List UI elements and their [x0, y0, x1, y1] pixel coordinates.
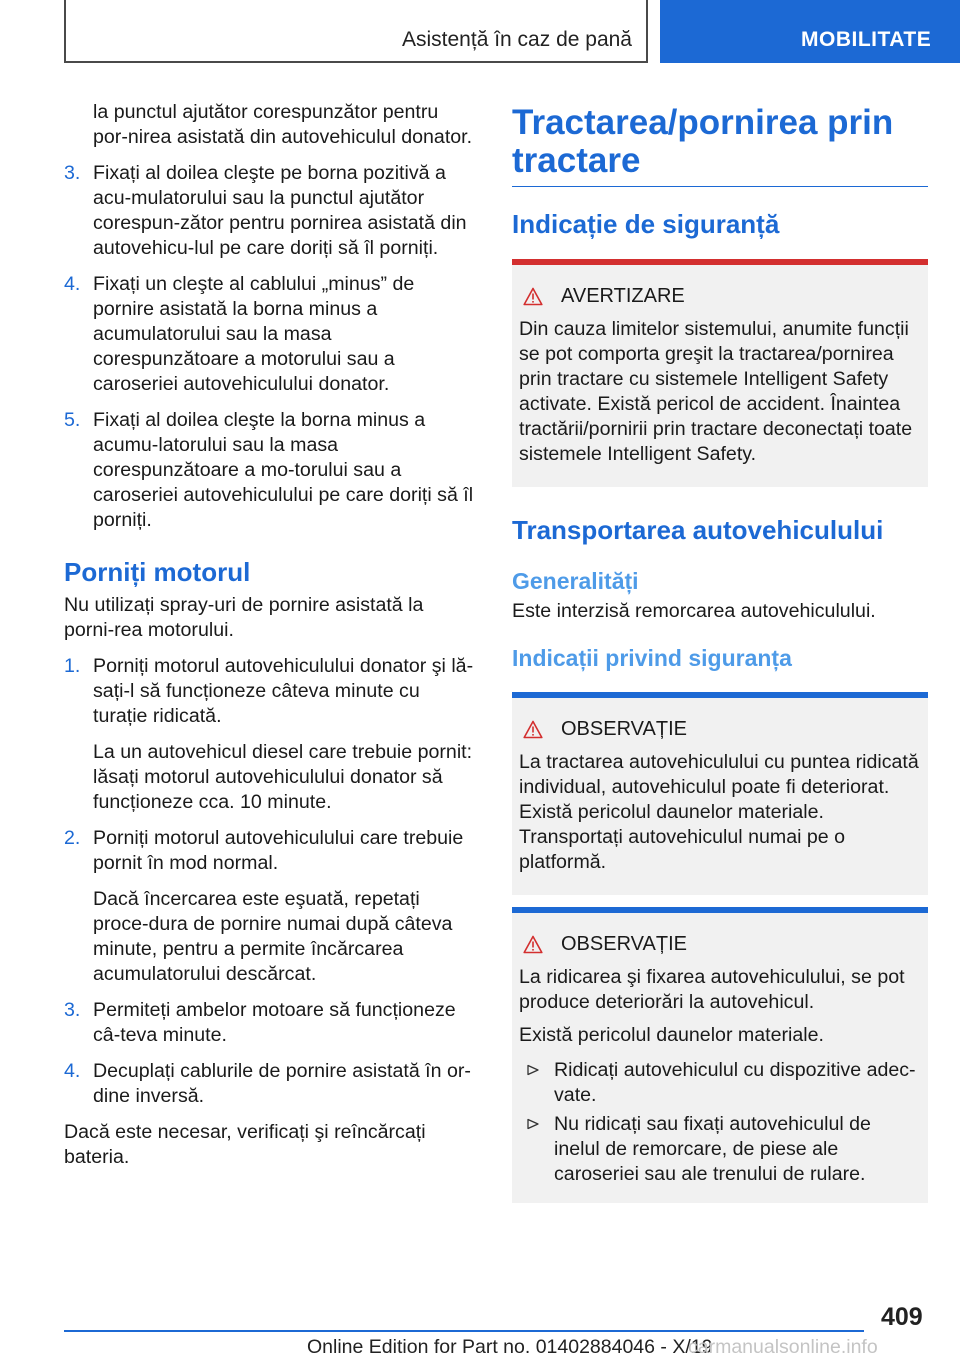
warning-triangle-icon: [523, 720, 543, 739]
general-text: Este interzisă remorcarea autovehiculului.: [512, 600, 876, 622]
list-item: [519, 1112, 921, 1187]
list-item: [64, 654, 478, 729]
subheading-general: Generalități: [512, 568, 639, 594]
notice-title: [519, 718, 921, 741]
notice-title: [519, 933, 921, 956]
section-tab[interactable]: [660, 0, 960, 63]
step-continuation: La un autovehicul diesel care trebuie pornit: lăsați motorul autovehiculului donator să funcționeze cca. 10 minute.: [93, 741, 473, 813]
warning-box: [512, 259, 928, 487]
list-item: [64, 408, 478, 533]
footer-edition: Online Edition for Part no. 01402884046 - X/19: [307, 1336, 713, 1358]
chapter-title: Asistență în caz de pană: [402, 28, 632, 51]
step-number: 4.: [64, 273, 81, 295]
watermark: carmanualsonline.info: [688, 1336, 878, 1358]
list-item: [64, 272, 478, 397]
step-continuation: Dacă încercarea este eşuată, repetați proce-dura de pornire numai după câteva minute, pentru a permite încărcarea acumulatorului descărcat.: [93, 888, 453, 985]
section-title: MOBILITATE: [801, 28, 932, 51]
section-heading-transport: Transportarea autovehiculului: [512, 515, 884, 545]
section-heading-start-engine: Porniți motorul: [64, 557, 251, 587]
chapter-tab[interactable]: [64, 0, 648, 63]
footer-divider: [64, 1330, 864, 1332]
list-item: [64, 161, 478, 261]
notice-label: OBSERVAȚIE: [561, 718, 687, 740]
warning-title: [519, 285, 921, 308]
step-text: Fixați al doilea cleşte la borna minus a acumu-latorului sau la masa corespunzătoare a mo-torului sau a caroseriei autovehiculului pe care doriți să îl porniți.: [93, 409, 474, 531]
step-number: 1.: [64, 655, 81, 677]
triangle-bullet-icon: [527, 1118, 539, 1130]
list-item: [64, 826, 478, 876]
notice-box: [512, 907, 928, 1203]
intro-paragraph: Nu utilizați spray-uri de pornire asistată la porni-rea motorului.: [64, 594, 424, 641]
notice-text: Există pericolul daunelor materiale.: [519, 1024, 824, 1046]
step-text: Porniți motorul autovehiculului donator şi lă-sați-l să funcționeze câteva minute cu turație ridicată.: [93, 655, 474, 727]
step-number: 5.: [64, 409, 81, 431]
left-column: [64, 100, 478, 1170]
triangle-bullet-icon: [527, 1064, 539, 1076]
notice-text: La tractarea autovehiculului cu puntea ridicată individual, autovehiculul poate fi deteriorat. Există pericolul daunelor materiale. Transportați autovehiculul numai pe o platformă.: [519, 751, 919, 873]
list-item: [64, 998, 478, 1048]
list-item: [519, 1058, 921, 1108]
bullet-text: Ridicați autovehiculul cu dispozitive adec-vate.: [554, 1059, 916, 1106]
step-number: 2.: [64, 827, 81, 849]
step-number: 3.: [64, 999, 81, 1021]
notice-text: La ridicarea şi fixarea autovehiculului, se pot produce deteriorări la autovehicul.: [519, 966, 905, 1013]
step-text: Decuplați cablurile de pornire asistată în or-dine inversă.: [93, 1060, 471, 1107]
step-text: Fixați un cleşte al cablului „minus” de pornire asistată la borna minus a acumulatorului sau la masa corespunzătoare a motorului sau a caroseriei autovehiculului donator.: [93, 273, 415, 395]
list-item: [64, 1059, 478, 1109]
notice-box: [512, 692, 928, 895]
warning-text: Din cauza limitelor sistemului, anumite funcții se pot comporta greşit la tractarea/pornirea prin tractare cu sistemele Intelligent Safety activate. Există pericol de accident. Înaintea tractării/pornirii prin tractare deconectați toate sistemele Intelligent Safety.: [519, 318, 913, 465]
subheading-safety-hints: Indicații privind siguranța: [512, 645, 792, 671]
right-column: [512, 104, 928, 1203]
step-text: Fixați al doilea cleşte pe borna pozitivă a acu-mulatorului sau la punctul ajutător corespun-zător pentru pornirea asistată din autovehicu-lul pe care doriți să îl porniți.: [93, 162, 467, 259]
step-text: Porniți motorul autovehiculului care trebuie pornit în mod normal.: [93, 827, 464, 874]
final-paragraph: Dacă este necesar, verificați şi reîncărcați bateria.: [64, 1121, 426, 1168]
bullet-text: Nu ridicați sau fixați autovehiculul de inelul de remorcare, de piese ale caroseriei sau ale trenului de rulare.: [554, 1113, 871, 1185]
step-continuation: la punctul ajutător corespunzător pentru por-nirea asistată din autovehiculul donator.: [93, 101, 473, 148]
chapter-heading-towing: Tractarea/pornirea prin tractare: [512, 104, 928, 187]
warning-triangle-icon: [523, 287, 543, 306]
step-number: 3.: [64, 162, 81, 184]
warning-triangle-icon: [523, 935, 543, 954]
warning-label: AVERTIZARE: [561, 285, 685, 307]
step-text: Permiteți ambelor motoare să funcționeze câ-teva minute.: [93, 999, 456, 1046]
page-number: 409: [881, 1303, 923, 1331]
section-heading-safety: Indicație de siguranță: [512, 209, 780, 239]
notice-label: OBSERVAȚIE: [561, 933, 687, 955]
step-number: 4.: [64, 1060, 81, 1082]
